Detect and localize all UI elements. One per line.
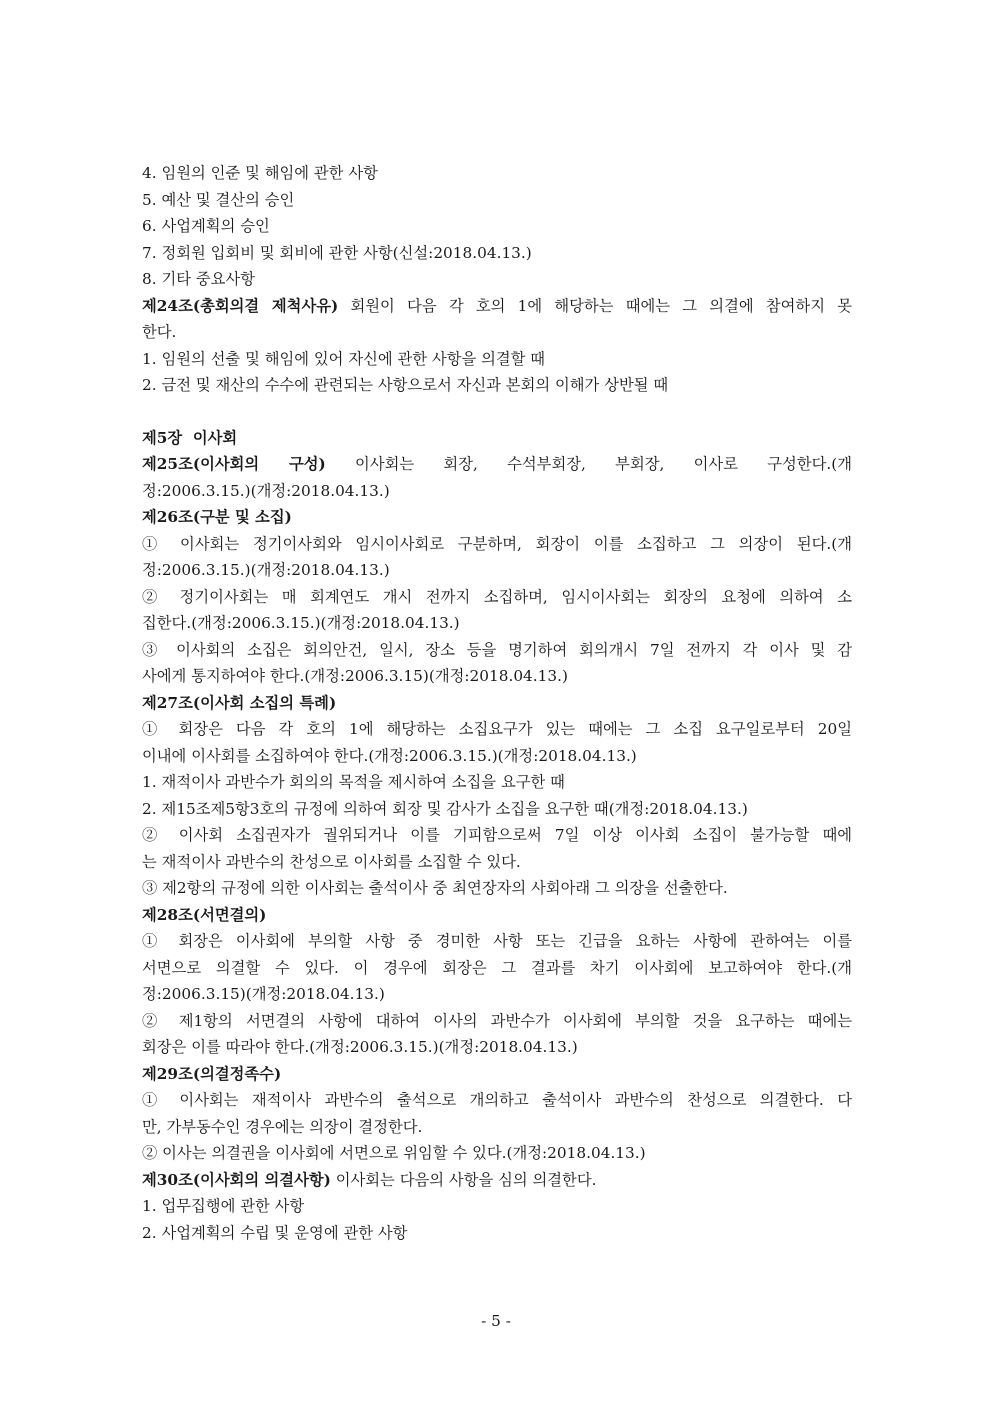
- article-title: 제25조(이사회의 구성): [142, 455, 326, 473]
- paragraph-line: ② 정기이사회는 매 회계연도 개시 전까지 소집하며, 임시이사회는 회장의 요청에 의하여 소: [142, 587, 852, 606]
- list-item: 4. 임원의 인준 및 해임에 관한 사항: [142, 164, 378, 182]
- article-title: 제28조(서면결의): [142, 905, 267, 924]
- article-title: 제27조(이사회 소집의 특례): [142, 693, 337, 712]
- list-item: 1. 재적이사 과반수가 회의의 목적을 제시하여 소집을 요구한 때: [142, 773, 565, 791]
- paragraph-line: ② 이사회 소집권자가 궐위되거나 이를 기피함으로써 7일 이상 이사회 소집이 불가능할 때에: [142, 826, 852, 844]
- paragraph-line: 서면으로 의결할 수 있다. 이 경우에 회장은 그 결과를 차기 이사회에 보고하여야 한다.(개: [142, 958, 852, 977]
- article-text: 이사회는 다음의 사항을 심의 의결한다.: [330, 1170, 597, 1189]
- paragraph-line: ① 이사회는 재적이사 과반수의 출석으로 개의하고 출석이사 과반수의 찬성으로 의결한다. 다: [142, 1091, 852, 1109]
- article-title: 제29조(의결정족수): [142, 1064, 282, 1083]
- paragraph-line: ① 회장은 이사회에 부의할 사항 중 경미한 사항 또는 긴급을 요하는 사항에 관하여는 이를: [142, 932, 852, 950]
- article-title: 제30조(이사회의 의결사항): [142, 1170, 331, 1189]
- list-item: 8. 기타 중요사항: [142, 270, 255, 288]
- article-text: 회원이 다음 각 호의 1에 해당하는 때에는 그 의결에 참여하지 못: [338, 296, 852, 315]
- paragraph-line: 정:2006.3.15.)(개정:2018.04.13.): [142, 561, 390, 579]
- paragraph-line: ① 회장은 다음 각 호의 1에 해당하는 소집요구가 있는 때에는 그 소집 요구일로부터 20일: [142, 720, 852, 738]
- document-body: [142, 160, 852, 1246]
- list-item: 2. 사업계획의 수립 및 운영에 관한 사항: [142, 1223, 408, 1242]
- paragraph-line: ③ 제2항의 규정에 의한 이사회는 출석이사 중 최연장자의 사회아래 그 의장을 선출한다.: [142, 879, 728, 897]
- list-item: 1. 업무집행에 관한 사항: [142, 1197, 305, 1215]
- paragraph-line: 회장은 이를 따라야 한다.(개정:2006.3.15.)(개정:2018.04.13.): [142, 1038, 578, 1056]
- chapter-title: 제5장 이사회: [142, 428, 238, 447]
- article-30-line: [142, 1167, 852, 1194]
- article-25-line: [142, 451, 852, 478]
- paragraph-line: ② 제1항의 서면결의 사항에 대하여 이사의 과반수가 이사회에 부의할 것을 요구하는 때에는: [142, 1011, 852, 1030]
- paragraph-line: 정:2006.3.15)(개정:2018.04.13.): [142, 985, 385, 1003]
- article-title: 제24조(총회의결 제척사유): [142, 296, 339, 315]
- list-item: 7. 정회원 입회비 및 회비에 관한 사항(신설:2018.04.13.): [142, 243, 532, 262]
- list-item: 2. 제15조제5항3호의 규정에 의하여 회장 및 감사가 소집을 요구한 때(개정:2018.04.13.): [142, 799, 748, 818]
- article-text: 이사회는 회장, 수석부회장, 부회장, 이사로 구성한다.(개: [325, 455, 852, 473]
- article-title: 제26조(구분 및 소집): [142, 508, 292, 526]
- paragraph-line: 만, 가부동수인 경우에는 의장이 결정한다.: [142, 1117, 423, 1136]
- paragraph-line: ① 이사회는 정기이사회와 임시이사회로 구분하며, 회장이 이를 소집하고 그 의장이 된다.(개: [142, 534, 852, 553]
- article-24-line: [142, 293, 852, 320]
- paragraph-line: 이내에 이사회를 소집하여야 한다.(개정:2006.3.15.)(개정:2018.04.13.): [142, 746, 637, 765]
- paragraph-line: 집한다.(개정:2006.3.15.)(개정:2018.04.13.): [142, 614, 460, 632]
- paragraph-line: 는 재적이사 과반수의 찬성으로 이사회를 소집할 수 있다.: [142, 852, 521, 871]
- list-item: 5. 예산 및 결산의 승인: [142, 190, 295, 209]
- article-24-line: 한다.: [142, 323, 177, 341]
- page-number: - 5 -: [481, 1312, 511, 1330]
- list-item: 1. 임원의 선출 및 해임에 있어 자신에 관한 사항을 의결할 때: [142, 349, 546, 368]
- article-25-line: 정:2006.3.15.)(개정:2018.04.13.): [142, 481, 390, 500]
- spacer: [142, 399, 852, 425]
- list-item: 2. 금전 및 재산의 수수에 관련되는 사항으로서 자신과 본회의 이해가 상반될 때: [142, 376, 669, 394]
- paragraph-line: ② 이사는 의결권을 이사회에 서면으로 위임할 수 있다.(개정:2018.04.13.): [142, 1144, 646, 1162]
- list-item: 6. 사업계획의 승인: [142, 217, 270, 235]
- paragraph-line: ③ 이사회의 소집은 회의안건, 일시, 장소 등을 명기하여 회의개시 7일 전까지 각 이사 및 감: [142, 640, 852, 659]
- paragraph-line: 사에게 통지하여야 한다.(개정:2006.3.15)(개정:2018.04.13.): [142, 667, 568, 685]
